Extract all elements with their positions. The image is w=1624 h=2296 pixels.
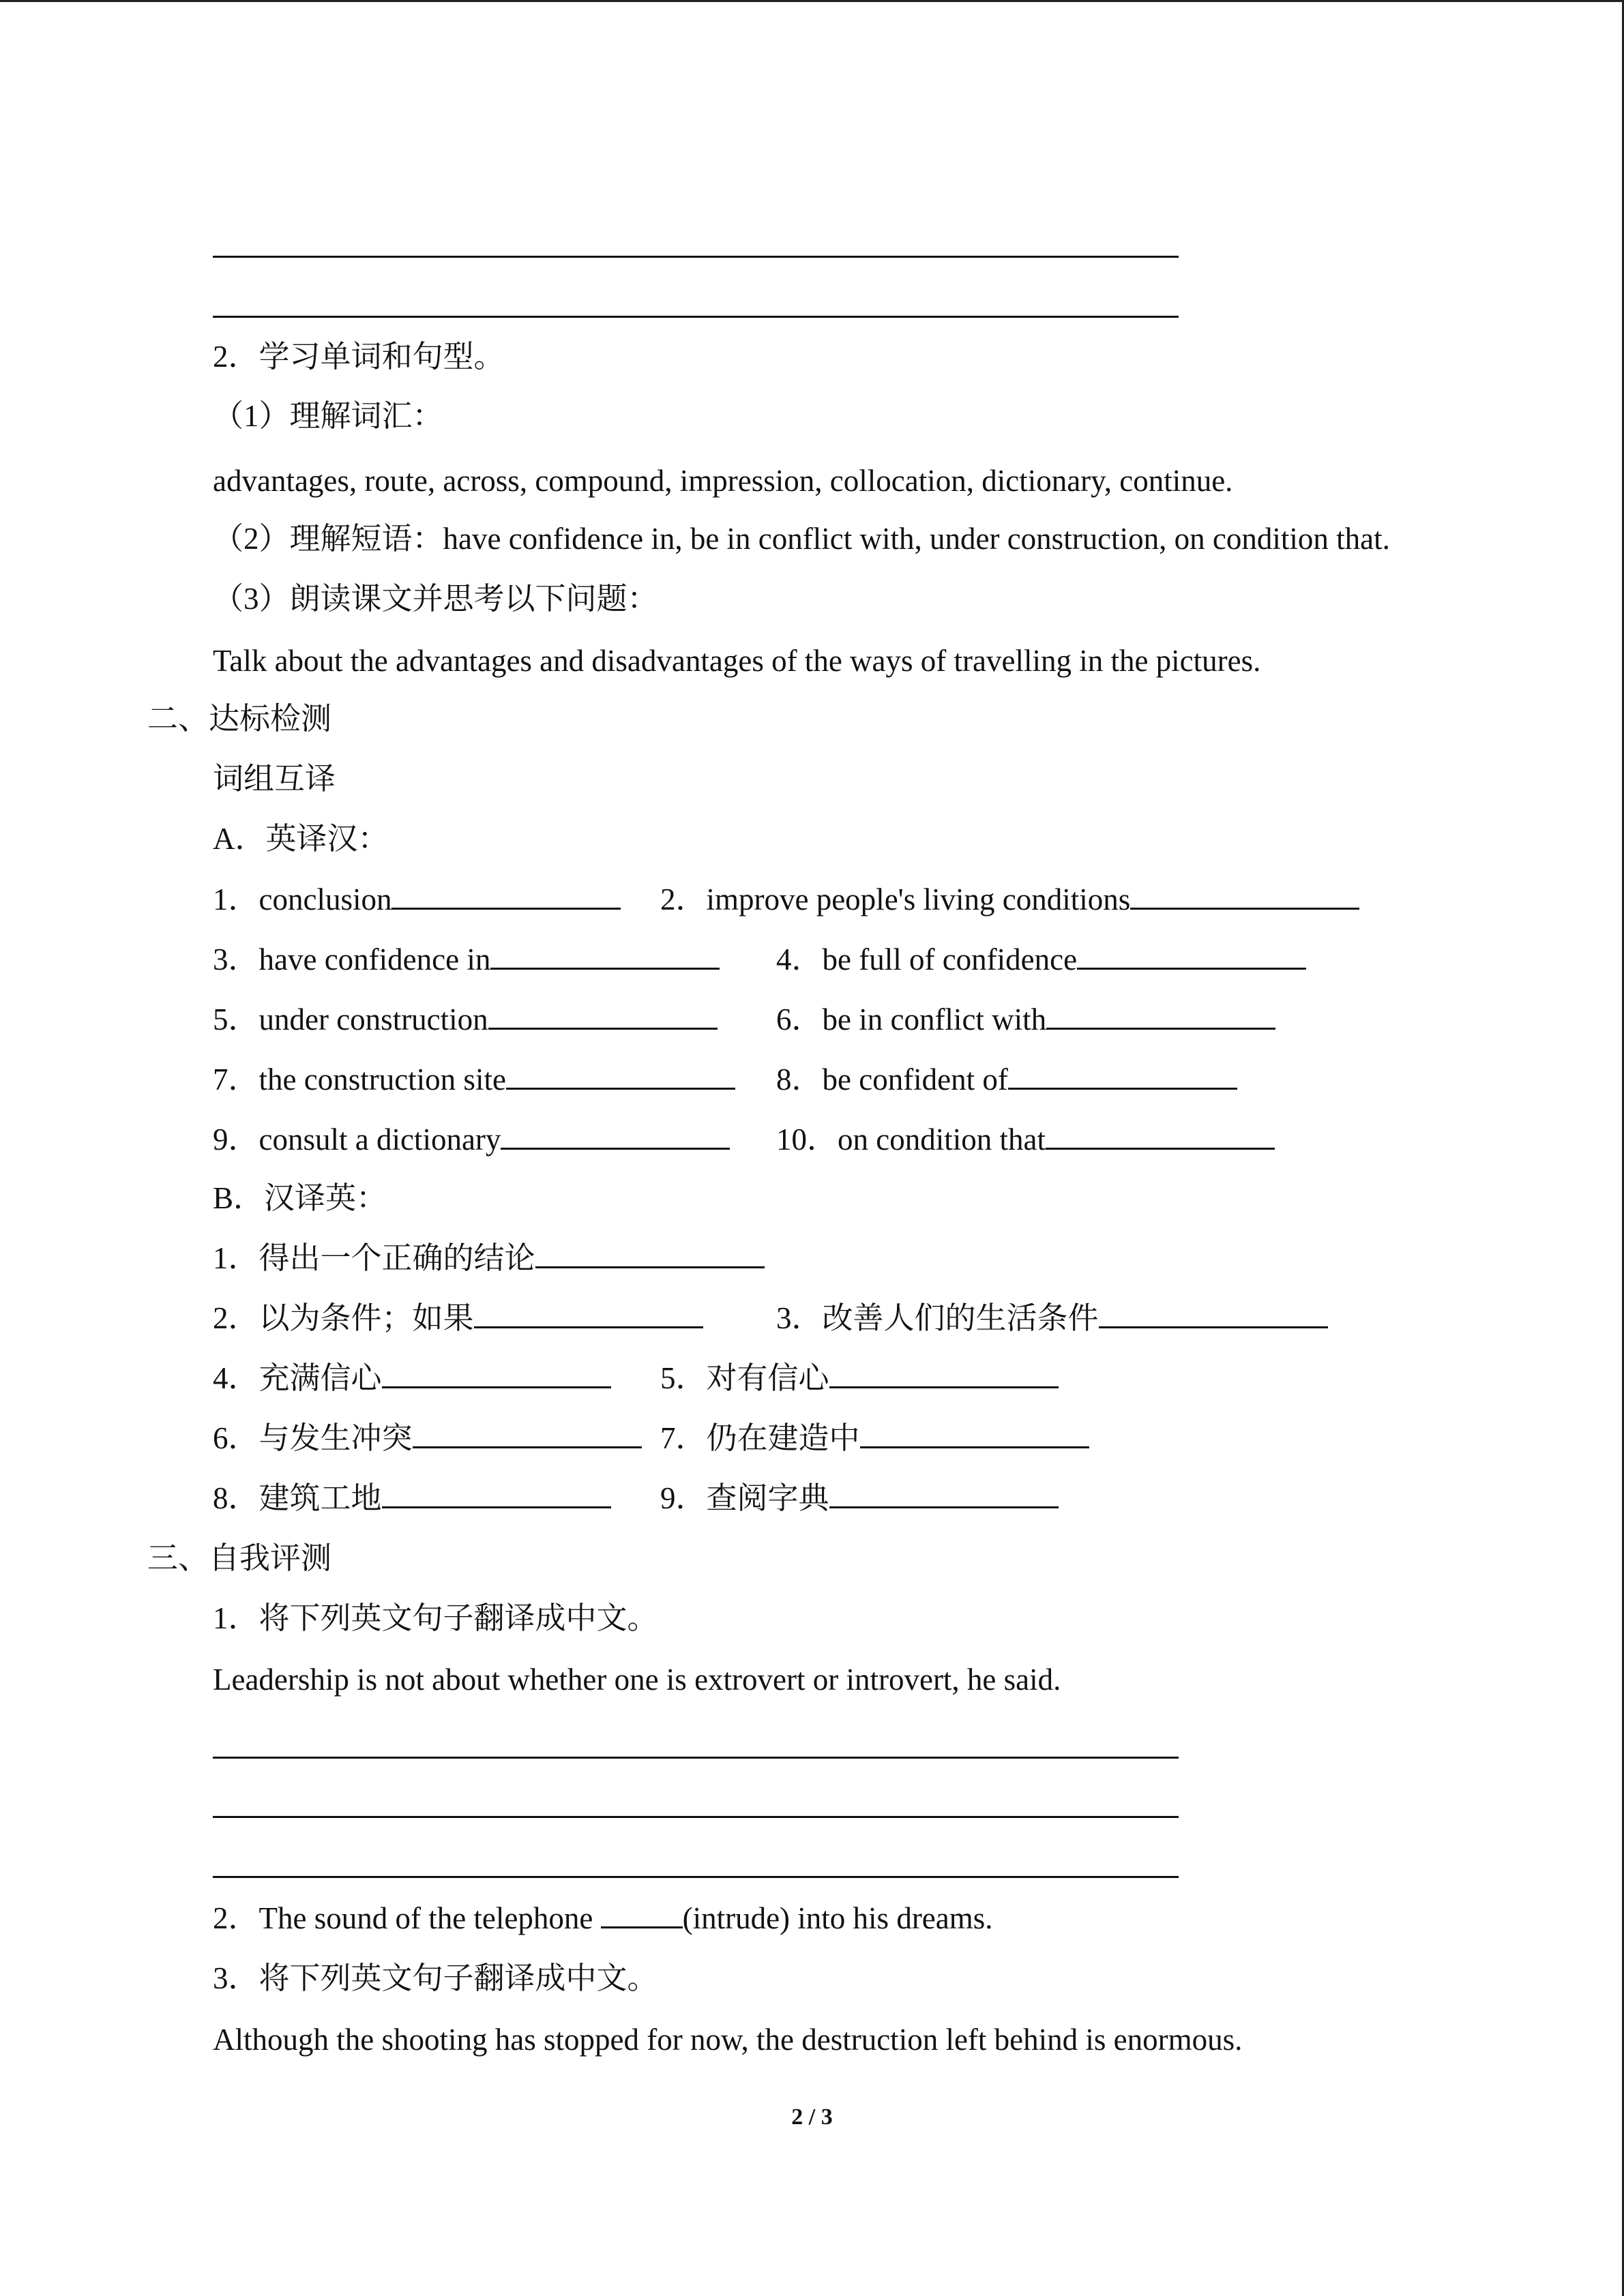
exercise-b-item [213,1358,829,1399]
section-a-title: A．英译汉： [213,822,389,856]
item-text: 7．the construction site [213,1062,506,1097]
item-2-heading: 2．学习单词和句型。 [213,340,505,374]
answer-blank[interactable] [601,1898,683,1928]
question-3-label: 3．将下列英文句子翻译成中文。 [213,1961,658,1995]
vocabulary-label: （1）理解词汇： [213,399,443,433]
item-text: 9．查阅字典 [660,1481,829,1515]
item-text: 3．have confidence in [213,942,491,976]
exercise-b-item [213,1238,765,1279]
question-1-sentence: Leadership is not about whether one is extrovert or introvert, he said. [213,1663,1061,1697]
item-text: 5．under construction [213,1002,488,1037]
question-2-text: 2．The sound of the telephone [213,1901,601,1935]
exercise-a-item [213,1059,1008,1100]
item-text: 3．改善人们的生活条件 [776,1301,1099,1335]
section-heading-assessment: 二、达标检测 [147,702,332,736]
answer-blank[interactable] [535,1238,765,1268]
answer-blank[interactable] [829,1478,1059,1508]
answer-line[interactable] [213,316,1179,318]
page-number: 2 / 3 [791,2104,833,2130]
reading-question: Talk about the advantages and disadvantages of the ways of travelling in the pictures. [213,644,1261,678]
answer-blank[interactable] [1046,999,1275,1030]
answer-blank[interactable] [1077,939,1306,970]
answer-blank[interactable] [490,939,720,970]
item-text: 1．得出一个正确的结论 [213,1241,535,1275]
answer-blank[interactable] [1046,1119,1275,1150]
answer-line[interactable] [213,1876,1179,1878]
question-1-label: 1．将下列英文句子翻译成中文。 [213,1601,658,1635]
item-text: 8．be confident of [776,1062,1008,1097]
answer-blank[interactable] [382,1478,611,1508]
question-2-hint: (intrude) into his dreams. [682,1901,993,1935]
exercise-b-item [213,1478,829,1519]
item-text: 6．be in conflict with [776,1002,1047,1037]
exercise-a-item [213,999,1047,1040]
exercise-a-item [213,879,1131,920]
exercise-b-item [213,1298,1099,1339]
answer-blank[interactable] [1130,879,1359,910]
answer-blank[interactable] [829,1358,1059,1388]
answer-blank[interactable] [1008,1059,1237,1090]
item-text: 4．be full of confidence [776,942,1078,976]
answer-line[interactable] [213,1816,1179,1818]
answer-blank[interactable] [488,999,718,1030]
answer-line[interactable] [213,256,1179,258]
item-text: 6．与发生冲突 [213,1421,413,1455]
phrase-translation-heading: 词组互译 [213,762,336,796]
question-2 [213,1898,993,1939]
reading-task-label: （3）朗读课文并思考以下问题： [213,582,658,616]
answer-blank[interactable] [392,879,621,910]
answer-blank[interactable] [860,1418,1089,1448]
answer-blank[interactable] [382,1358,611,1388]
answer-blank[interactable] [506,1059,735,1090]
exercise-b-item [213,1418,860,1459]
phrases-line: （2）理解短语：have confidence in, be in conflict with, under construction, on condition that. [213,522,1390,556]
item-text: 2．improve people's living conditions [660,882,1131,916]
vocabulary-list: advantages, route, across, compound, impression, collocation, dictionary, continue. [213,464,1233,498]
item-text: 1．conclusion [213,882,392,916]
section-heading-self-assessment: 三、自我评测 [147,1541,332,1575]
answer-line[interactable] [213,1757,1179,1759]
item-text: 2．以为条件；如果 [213,1301,474,1335]
item-text: 10．on condition that [776,1122,1046,1157]
item-text: 5．对有信心 [660,1361,829,1395]
answer-blank[interactable] [1099,1298,1328,1328]
item-text: 7．仍在建造中 [660,1421,860,1455]
section-b-title: B．汉译英： [213,1181,387,1215]
answer-blank[interactable] [474,1298,703,1328]
item-text: 4．充满信心 [213,1361,382,1395]
exercise-a-item [213,1119,1046,1160]
item-text: 9．consult a dictionary [213,1122,501,1157]
item-text: 8．建筑工地 [213,1481,382,1515]
answer-blank[interactable] [413,1418,642,1448]
answer-blank[interactable] [501,1119,730,1150]
question-3-sentence: Although the shooting has stopped for now, the destruction left behind is enormous. [213,2023,1243,2057]
exercise-a-item [213,939,1078,980]
